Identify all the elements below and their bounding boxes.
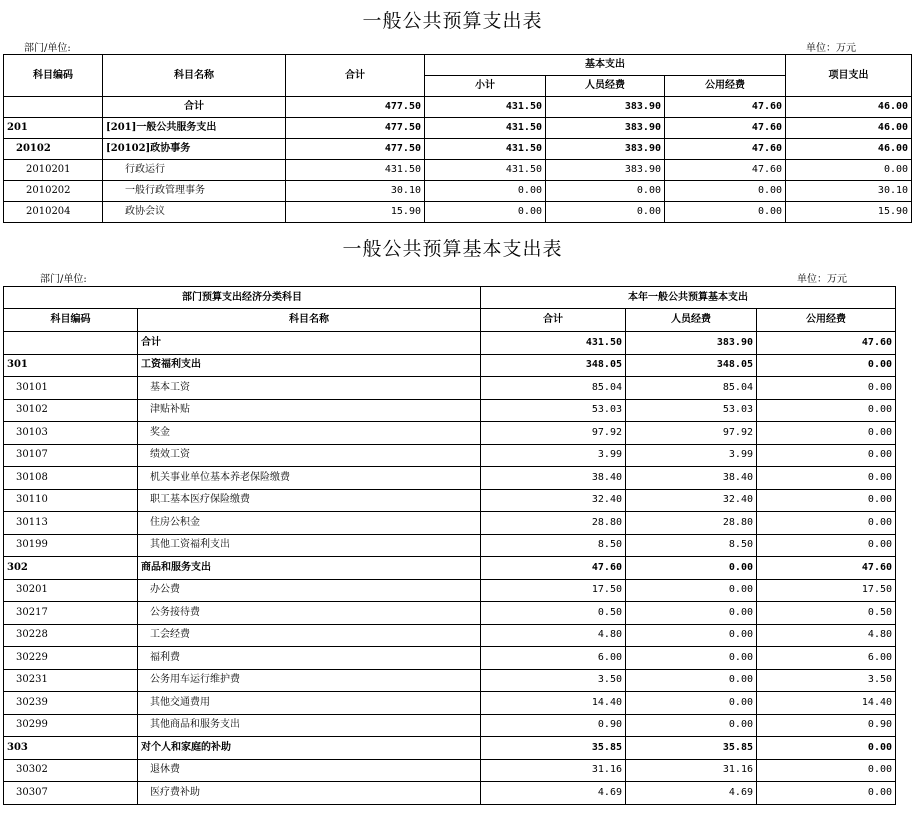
row-personnel: 3.99 xyxy=(626,444,757,467)
row-code: 30302 xyxy=(4,759,138,782)
row-name: 奖金 xyxy=(138,422,481,445)
table-row xyxy=(4,557,896,580)
row-subtotal: 0.00 xyxy=(425,202,546,223)
row-code: 201 xyxy=(4,118,103,139)
row-name: 绩效工资 xyxy=(138,444,481,467)
row-public: 0.50 xyxy=(757,602,896,625)
table-row xyxy=(4,202,912,223)
row-public: 0.00 xyxy=(757,534,896,557)
row-personnel: 0.00 xyxy=(626,579,757,602)
row-personnel: 0.00 xyxy=(626,692,757,715)
row-public: 0.00 xyxy=(665,181,786,202)
t1-header-project: 项目支出 xyxy=(786,55,912,97)
row-public: 4.80 xyxy=(757,624,896,647)
row-code: 30229 xyxy=(4,647,138,670)
row-name: 办公费 xyxy=(138,579,481,602)
row-name: [20102]政协事务 xyxy=(103,139,286,160)
row-code: 30228 xyxy=(4,624,138,647)
row-total: 6.00 xyxy=(481,647,626,670)
row-name: 住房公积金 xyxy=(138,512,481,535)
table-row xyxy=(4,399,896,422)
table-row xyxy=(4,377,896,400)
row-name: 商品和服务支出 xyxy=(138,557,481,580)
row-subtotal: 431.50 xyxy=(425,118,546,139)
table-row xyxy=(4,512,896,535)
row-code: 30299 xyxy=(4,714,138,737)
row-subtotal: 431.50 xyxy=(425,139,546,160)
row-code: 30201 xyxy=(4,579,138,602)
row-public: 0.00 xyxy=(757,377,896,400)
row-total: 38.40 xyxy=(481,467,626,490)
row-project: 15.90 xyxy=(786,202,912,223)
row-name: 机关事业单位基本养老保险缴费 xyxy=(138,467,481,490)
row-public: 47.60 xyxy=(665,118,786,139)
table-row xyxy=(4,714,896,737)
row-code xyxy=(4,97,103,118)
row-public: 47.60 xyxy=(757,557,896,580)
row-personnel: 0.00 xyxy=(626,669,757,692)
table-row xyxy=(4,489,896,512)
row-personnel: 32.40 xyxy=(626,489,757,512)
basic-expenditure-table xyxy=(3,286,896,805)
t1-header-code: 科目编码 xyxy=(4,55,103,97)
t2-header-personnel: 人员经费 xyxy=(626,309,757,332)
row-total: 431.50 xyxy=(481,332,626,355)
table-row xyxy=(4,534,896,557)
row-personnel: 0.00 xyxy=(626,602,757,625)
t1-header-public: 公用经费 xyxy=(665,76,786,97)
row-personnel: 0.00 xyxy=(626,624,757,647)
table-row xyxy=(4,467,896,490)
row-public: 14.40 xyxy=(757,692,896,715)
table-row xyxy=(4,354,896,377)
row-total: 8.50 xyxy=(481,534,626,557)
row-total: 0.90 xyxy=(481,714,626,737)
row-name: 医疗费补助 xyxy=(138,782,481,805)
row-total: 35.85 xyxy=(481,737,626,760)
row-public: 47.60 xyxy=(665,97,786,118)
row-code: 30199 xyxy=(4,534,138,557)
row-public: 0.00 xyxy=(757,489,896,512)
t1-header-subtotal: 小计 xyxy=(425,76,546,97)
row-personnel: 0.00 xyxy=(626,557,757,580)
row-total: 348.05 xyxy=(481,354,626,377)
row-personnel: 28.80 xyxy=(626,512,757,535)
budget-expenditure-table xyxy=(3,54,912,223)
row-project: 0.00 xyxy=(786,160,912,181)
row-name: 其他交通费用 xyxy=(138,692,481,715)
row-name: 基本工资 xyxy=(138,377,481,400)
row-public: 47.60 xyxy=(665,160,786,181)
row-total: 15.90 xyxy=(286,202,425,223)
row-total: 4.80 xyxy=(481,624,626,647)
row-total: 4.69 xyxy=(481,782,626,805)
t1-header-basic: 基本支出 xyxy=(425,55,786,76)
row-total: 3.99 xyxy=(481,444,626,467)
row-project: 46.00 xyxy=(786,139,912,160)
row-name: 工资福利支出 xyxy=(138,354,481,377)
row-name: 其他商品和服务支出 xyxy=(138,714,481,737)
row-personnel: 0.00 xyxy=(546,202,665,223)
row-code: 2010201 xyxy=(4,160,103,181)
table-row xyxy=(4,602,896,625)
row-public: 17.50 xyxy=(757,579,896,602)
row-public: 0.00 xyxy=(757,354,896,377)
row-public: 0.00 xyxy=(757,422,896,445)
row-public: 47.60 xyxy=(757,332,896,355)
row-project: 30.10 xyxy=(786,181,912,202)
row-total: 3.50 xyxy=(481,669,626,692)
row-total: 97.92 xyxy=(481,422,626,445)
row-total: 31.16 xyxy=(481,759,626,782)
row-personnel: 383.90 xyxy=(546,118,665,139)
table-row xyxy=(4,139,912,160)
row-public: 0.00 xyxy=(757,759,896,782)
row-name: 公务接待费 xyxy=(138,602,481,625)
row-public: 0.00 xyxy=(757,399,896,422)
row-personnel: 348.05 xyxy=(626,354,757,377)
row-code: 2010202 xyxy=(4,181,103,202)
table-row xyxy=(4,579,896,602)
row-code: 30108 xyxy=(4,467,138,490)
row-code: 30101 xyxy=(4,377,138,400)
row-total: 431.50 xyxy=(286,160,425,181)
row-total: 477.50 xyxy=(286,97,425,118)
row-subtotal: 431.50 xyxy=(425,97,546,118)
table-row xyxy=(4,160,912,181)
row-public: 0.00 xyxy=(757,737,896,760)
row-public: 0.90 xyxy=(757,714,896,737)
row-code: 30102 xyxy=(4,399,138,422)
row-total: 477.50 xyxy=(286,118,425,139)
row-personnel: 383.90 xyxy=(546,97,665,118)
row-public: 0.00 xyxy=(757,782,896,805)
row-personnel: 53.03 xyxy=(626,399,757,422)
row-name: 政协会议 xyxy=(103,202,286,223)
table-row xyxy=(4,737,896,760)
t2-header-code: 科目编码 xyxy=(4,309,138,332)
row-code: 2010204 xyxy=(4,202,103,223)
t2-header-total: 合计 xyxy=(481,309,626,332)
row-name: 合计 xyxy=(138,332,481,355)
t2-title: 一般公共预算基本支出表 xyxy=(342,238,563,260)
row-name: 对个人和家庭的补助 xyxy=(138,737,481,760)
row-name: 公务用车运行维护费 xyxy=(138,669,481,692)
t2-header-current: 本年一般公共预算基本支出 xyxy=(481,287,896,309)
row-public: 0.00 xyxy=(757,467,896,490)
row-code: 30307 xyxy=(4,782,138,805)
table-row xyxy=(4,332,896,355)
row-public: 47.60 xyxy=(665,139,786,160)
table-row xyxy=(4,759,896,782)
t1-header-total: 合计 xyxy=(286,55,425,97)
table-row xyxy=(4,97,912,118)
table-row xyxy=(4,118,912,139)
t2-unit-label: 单位：万元 xyxy=(797,274,847,285)
t2-dept-label: 部门/单位: xyxy=(40,274,87,285)
row-code: 30103 xyxy=(4,422,138,445)
row-name: 一般行政管理事务 xyxy=(103,181,286,202)
row-code: 30113 xyxy=(4,512,138,535)
t1-dept-label: 部门/单位: xyxy=(24,43,71,54)
t2-header-name: 科目名称 xyxy=(138,309,481,332)
row-code: 302 xyxy=(4,557,138,580)
row-personnel: 383.90 xyxy=(546,160,665,181)
row-personnel: 4.69 xyxy=(626,782,757,805)
row-public: 0.00 xyxy=(665,202,786,223)
row-total: 47.60 xyxy=(481,557,626,580)
table-row xyxy=(4,692,896,715)
row-name: 其他工资福利支出 xyxy=(138,534,481,557)
row-name: 津贴补贴 xyxy=(138,399,481,422)
row-total: 30.10 xyxy=(286,181,425,202)
row-total: 85.04 xyxy=(481,377,626,400)
row-personnel: 383.90 xyxy=(546,139,665,160)
row-name: 工会经费 xyxy=(138,624,481,647)
t1-header-personnel: 人员经费 xyxy=(546,76,665,97)
t1-title: 一般公共预算支出表 xyxy=(362,10,543,32)
row-name: 合计 xyxy=(103,97,286,118)
row-personnel: 31.16 xyxy=(626,759,757,782)
row-name: 福利费 xyxy=(138,647,481,670)
t1-header-name: 科目名称 xyxy=(103,55,286,97)
row-total: 17.50 xyxy=(481,579,626,602)
row-code: 303 xyxy=(4,737,138,760)
row-code: 30110 xyxy=(4,489,138,512)
row-subtotal: 0.00 xyxy=(425,181,546,202)
table-row xyxy=(4,624,896,647)
row-public: 6.00 xyxy=(757,647,896,670)
row-total: 28.80 xyxy=(481,512,626,535)
row-code: 30239 xyxy=(4,692,138,715)
row-public: 0.00 xyxy=(757,444,896,467)
row-personnel: 0.00 xyxy=(626,714,757,737)
table-row xyxy=(4,444,896,467)
table-row xyxy=(4,181,912,202)
row-name: 行政运行 xyxy=(103,160,286,181)
row-code: 30217 xyxy=(4,602,138,625)
row-personnel: 35.85 xyxy=(626,737,757,760)
row-code: 20102 xyxy=(4,139,103,160)
row-name: 职工基本医疗保险缴费 xyxy=(138,489,481,512)
row-personnel: 383.90 xyxy=(626,332,757,355)
row-personnel: 0.00 xyxy=(626,647,757,670)
row-name: 退休费 xyxy=(138,759,481,782)
row-code: 30231 xyxy=(4,669,138,692)
row-code: 301 xyxy=(4,354,138,377)
row-name: [201]一般公共服务支出 xyxy=(103,118,286,139)
table-row xyxy=(4,647,896,670)
row-project: 46.00 xyxy=(786,97,912,118)
row-personnel: 85.04 xyxy=(626,377,757,400)
table-row xyxy=(4,782,896,805)
row-public: 3.50 xyxy=(757,669,896,692)
row-subtotal: 431.50 xyxy=(425,160,546,181)
row-project: 46.00 xyxy=(786,118,912,139)
row-personnel: 38.40 xyxy=(626,467,757,490)
row-total: 32.40 xyxy=(481,489,626,512)
row-total: 53.03 xyxy=(481,399,626,422)
row-personnel: 0.00 xyxy=(546,181,665,202)
table-row xyxy=(4,422,896,445)
t2-header-public: 公用经费 xyxy=(757,309,896,332)
row-total: 0.50 xyxy=(481,602,626,625)
row-code xyxy=(4,332,138,355)
table-row xyxy=(4,669,896,692)
t1-unit-label: 单位：万元 xyxy=(806,43,856,54)
t2-header-econ: 部门预算支出经济分类科目 xyxy=(4,287,481,309)
row-code: 30107 xyxy=(4,444,138,467)
row-total: 477.50 xyxy=(286,139,425,160)
row-personnel: 97.92 xyxy=(626,422,757,445)
row-public: 0.00 xyxy=(757,512,896,535)
row-personnel: 8.50 xyxy=(626,534,757,557)
row-total: 14.40 xyxy=(481,692,626,715)
